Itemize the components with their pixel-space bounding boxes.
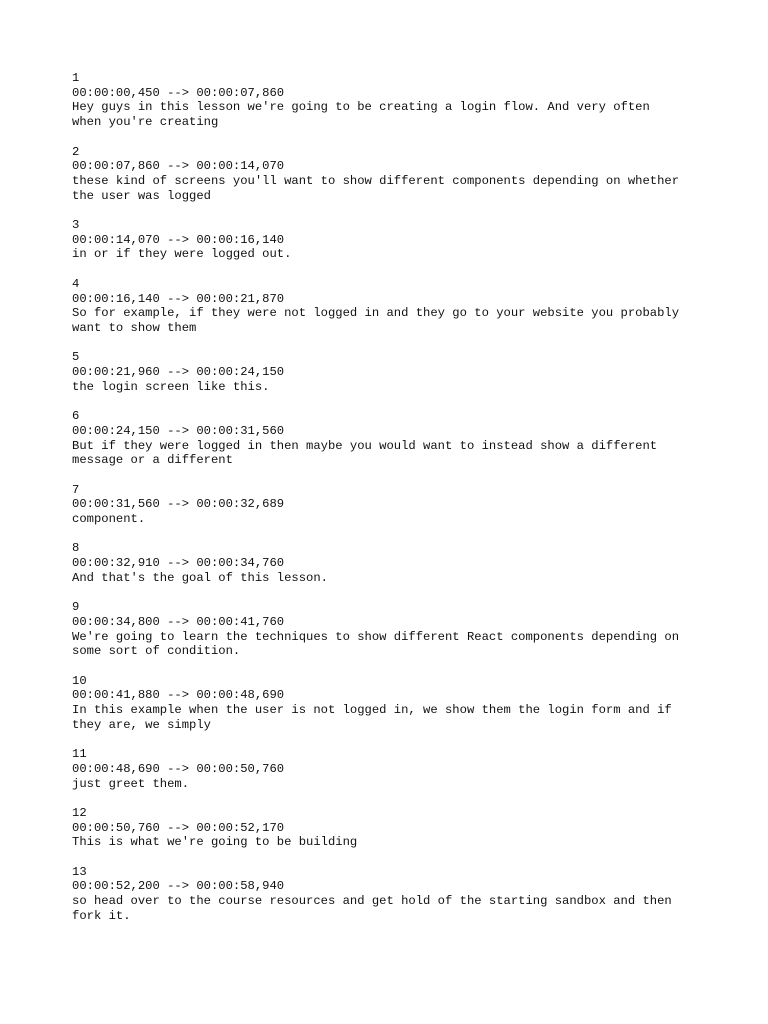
cue-text-line: some sort of condition. bbox=[72, 644, 241, 659]
cue-timing: 00:00:41,880 --> 00:00:48,690 bbox=[72, 688, 285, 703]
cue-timing: 00:00:32,910 --> 00:00:34,760 bbox=[72, 556, 285, 571]
subtitle-cue bbox=[72, 409, 712, 468]
cue-text-line: We're going to learn the techniques to show different React components depending on bbox=[72, 629, 680, 644]
subtitle-cue-list bbox=[72, 71, 712, 924]
subtitle-cue bbox=[72, 350, 712, 394]
cue-text-line: just greet them. bbox=[72, 776, 190, 791]
cue-text-line: But if they were logged in then maybe you would want to instead show a different bbox=[72, 438, 658, 453]
cue-text-line: the login screen like this. bbox=[72, 379, 270, 394]
cue-text-line: these kind of screens you'll want to show different components depending on whether bbox=[72, 173, 680, 188]
cue-timing: 00:00:34,800 --> 00:00:41,760 bbox=[72, 614, 285, 629]
subtitle-cue bbox=[72, 277, 712, 336]
subtitle-cue bbox=[72, 218, 712, 262]
subtitle-cue bbox=[72, 747, 712, 791]
cue-text-line: And that's the goal of this lesson. bbox=[72, 570, 328, 585]
cue-text-line: fork it. bbox=[72, 908, 131, 923]
cue-index: 10 bbox=[72, 673, 87, 688]
cue-index: 12 bbox=[72, 805, 87, 820]
subtitle-cue bbox=[72, 541, 712, 585]
cue-text-line: In this example when the user is not logged in, we show them the login form and if bbox=[72, 703, 672, 718]
cue-timing: 00:00:24,150 --> 00:00:31,560 bbox=[72, 423, 285, 438]
subtitle-cue bbox=[72, 600, 712, 659]
cue-index: 2 bbox=[72, 144, 80, 159]
cue-text-line: So for example, if they were not logged in and they go to your website you probably bbox=[72, 306, 680, 321]
subtitle-cue bbox=[72, 865, 712, 924]
subtitle-cue bbox=[72, 674, 712, 733]
cue-text-line: component. bbox=[72, 512, 146, 526]
cue-index: 6 bbox=[72, 409, 80, 424]
cue-timing: 00:00:21,960 --> 00:00:24,150 bbox=[72, 365, 285, 379]
cue-text-line: message or a different bbox=[72, 453, 233, 468]
subtitle-cue bbox=[72, 71, 712, 130]
cue-timing: 00:00:31,560 --> 00:00:32,689 bbox=[72, 497, 285, 512]
cue-index: 8 bbox=[72, 541, 80, 556]
cue-text-line: Hey guys in this lesson we're going to be creating a login flow. And very often bbox=[72, 100, 650, 115]
cue-index: 11 bbox=[72, 747, 87, 762]
subtitle-cue bbox=[72, 806, 712, 850]
cue-text-line: want to show them bbox=[72, 320, 197, 335]
cue-timing: 00:00:50,760 --> 00:00:52,170 bbox=[72, 820, 285, 835]
cue-index: 1 bbox=[72, 71, 80, 85]
cue-text-line: they are, we simply bbox=[72, 717, 211, 732]
cue-text-line: This is what we're going to be building bbox=[72, 835, 358, 850]
cue-timing: 00:00:07,860 --> 00:00:14,070 bbox=[72, 159, 285, 174]
cue-timing: 00:00:14,070 --> 00:00:16,140 bbox=[72, 232, 285, 247]
cue-index: 7 bbox=[72, 482, 80, 497]
cue-timing: 00:00:48,690 --> 00:00:50,760 bbox=[72, 761, 285, 776]
subtitle-document bbox=[72, 71, 712, 938]
cue-text-line: in or if they were logged out. bbox=[72, 247, 292, 262]
cue-index: 13 bbox=[72, 864, 87, 879]
cue-index: 5 bbox=[72, 350, 80, 365]
cue-timing: 00:00:00,450 --> 00:00:07,860 bbox=[72, 85, 285, 100]
cue-text-line: when you're creating bbox=[72, 115, 219, 130]
cue-index: 9 bbox=[72, 600, 80, 615]
cue-text-line: so head over to the course resources and get hold of the starting sandbox and then bbox=[72, 894, 672, 909]
cue-timing: 00:00:16,140 --> 00:00:21,870 bbox=[72, 291, 285, 306]
subtitle-cue bbox=[72, 483, 712, 527]
cue-text-line: the user was logged bbox=[72, 188, 211, 203]
subtitle-cue bbox=[72, 145, 712, 204]
cue-index: 4 bbox=[72, 276, 80, 291]
cue-timing: 00:00:52,200 --> 00:00:58,940 bbox=[72, 879, 285, 894]
cue-index: 3 bbox=[72, 218, 80, 232]
